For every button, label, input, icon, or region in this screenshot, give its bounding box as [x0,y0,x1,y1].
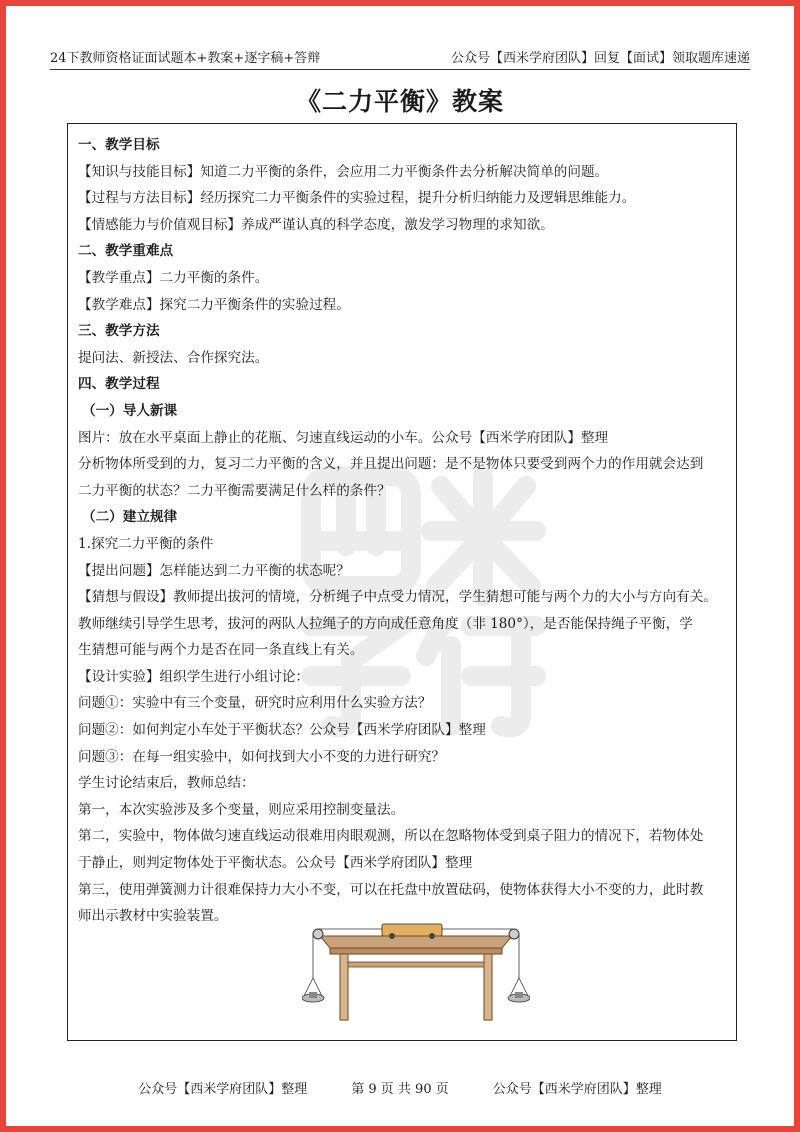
header-right-text: 公众号【西米学府团队】回复【面试】领取题库速递 [450,51,750,66]
summary-third-line-1: 第三，使用弹簧测力计很难保持力大小不变，可以在托盘中放置砝码，使物体获得大小不变的力，此时教 [78,881,704,898]
objective-emotion: 【情感能力与价值观目标】养成严谨认真的科学态度，激发学习物理的求知欲。 [78,216,554,233]
raise-question: 【提出问题】怎样能达到二力平衡的状态呢？ [78,562,350,579]
pulley-right [509,929,519,939]
question-2: 问题②：如何判定小车处于平衡状态？公众号【西米学府团队】整理 [78,722,486,739]
summary-second-line-2: 于静止，则判定物体处于平衡状态。公众号【西米学府团队】整理 [78,855,473,872]
teacher-summary-intro: 学生讨论结束后，教师总结： [78,775,255,792]
teacher-guide-line-2: 生猜想可能与两个力是否在同一条直线上有关。 [78,642,364,659]
difficult-point: 【教学难点】探究二力平衡条件的实验过程。 [78,296,350,313]
page-number: 第 9 页 共 90 页 [351,1082,449,1097]
intro-analysis-line-2: 二力平衡的状态？二力平衡需要满足什么样的条件？ [78,482,391,499]
footer-right-text: 公众号【西米学府团队】整理 [492,1082,662,1097]
lesson-plan-content [67,123,737,1041]
intro-analysis-line-1: 分析物体所受到的力，复习二力平衡的含义，并且提出问题：是不是物体只要受到两个力的作用就会达到 [78,456,704,473]
section-heading-process: 四、教学过程 [78,376,160,393]
key-point: 【教学重点】二力平衡的条件。 [78,269,269,286]
experiment-apparatus-figure [302,922,530,1022]
section-heading-methods: 三、教学方法 [78,323,160,340]
summary-second-line-1: 第二，实验中，物体做匀速直线运动很难用肉眼观测，所以在忽略物体受到桌子阻力的情况下，若物体处 [78,828,704,845]
hypothesis: 【猜想与假设】教师提出拔河的情境，分析绳子中点受力情况，学生猜想可能与两个力的大小与方向有关。 [78,589,717,606]
subsection-build-rule: （二）建立规律 [82,509,178,526]
table-leg-left [340,954,348,1020]
question-3: 问题③：在每一组实验中，如何找到大小不变的力进行研究？ [78,748,446,765]
table-leg-right [484,954,492,1020]
pulley-left [313,929,323,939]
page-header [50,42,750,70]
summary-third-line-2: 师出示教材中实验装置。 [78,908,228,925]
page-title: 《二力平衡》教案 [295,87,504,116]
section-heading-objectives: 一、教学目标 [78,137,160,153]
objective-process: 【过程与方法目标】经历探究二力平衡条件的实验过程，提升分析归纳能力及逻辑思维能力。 [78,190,636,207]
objective-knowledge: 【知识与技能目标】知道二力平衡的条件，会应用二力平衡条件去分析解决简单的问题。 [78,163,609,180]
document-page [6,6,794,1126]
intro-picture-text: 图片：放在水平桌面上静止的花瓶、匀速直线运动的小车。公众号【西米学府团队】整理 [78,429,609,446]
teaching-methods: 提问法、新授法、合作探究法。 [78,349,269,366]
design-experiment: 【设计实验】组织学生进行小组讨论： [78,668,310,685]
header-left-text: 24下教师资格证面试题本+教案+逐字稿+答辩 [50,51,321,66]
teacher-guide-line-1: 教师继续引导学生思考，拔河的两队人拉绳子的方向成任意角度（非 180°），是否能保持绳子平衡，学 [78,615,693,632]
table-top [320,936,512,948]
page-footer [6,1078,794,1097]
explore-title: 1.探究二力平衡的条件 [78,535,214,552]
question-1: 问题①：实验中有三个变量，研究时应利用什么实验方法？ [78,695,432,712]
footer-left-text: 公众号【西米学府团队】整理 [138,1082,308,1097]
summary-first: 第一，本次实验涉及多个变量，则应采用控制变量法。 [78,801,405,818]
section-heading-key-points: 二、教学重难点 [78,243,174,260]
subsection-introduction: （一）导人新课 [82,402,178,419]
